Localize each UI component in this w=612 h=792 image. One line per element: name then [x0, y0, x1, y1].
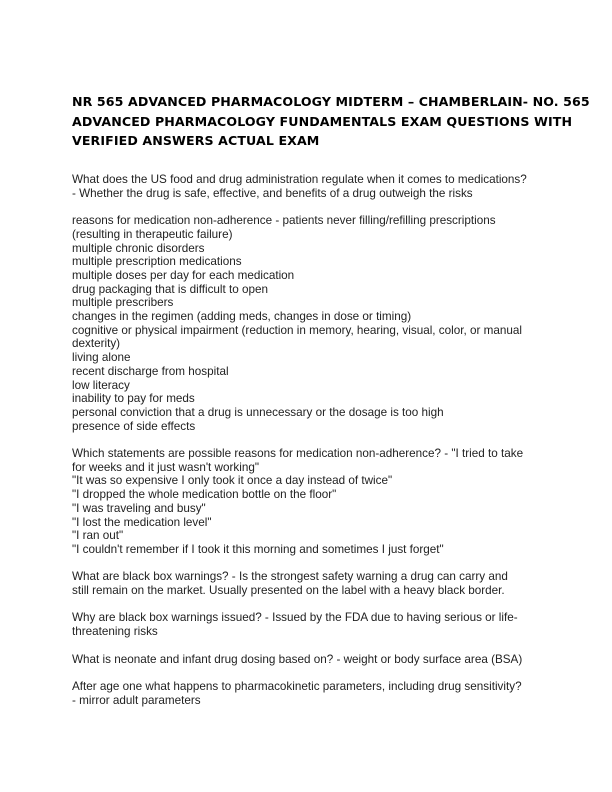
- text-line: inability to pay for meds: [72, 392, 195, 406]
- document-body: [72, 173, 547, 707]
- text-line: still remain on the market. Usually presented on the label with a heavy black border.: [72, 584, 505, 598]
- text-line: (resulting in therapeutic failure): [72, 227, 233, 241]
- text-line: for weeks and it just wasn't working": [72, 460, 259, 474]
- paragraph-fda-regulation: [72, 173, 547, 200]
- document-title: [72, 92, 590, 151]
- text-line: - mirror adult parameters: [72, 693, 201, 707]
- text-line: multiple prescribers: [72, 296, 174, 310]
- text-line: living alone: [72, 351, 131, 365]
- text-line: recent discharge from hospital: [72, 364, 229, 378]
- text-line: drug packaging that is difficult to open: [72, 282, 269, 296]
- text-line: What is neonate and infant drug dosing based on? - weight or body surface area (BSA): [72, 652, 523, 666]
- text-line: threatening risks: [72, 625, 158, 639]
- paragraph-spacer: [72, 598, 547, 612]
- text-line: multiple doses per day for each medication: [72, 268, 295, 282]
- title-line: NR 565 ADVANCED PHARMACOLOGY MIDTERM – CHAMBERLAIN- NO. 565: [72, 94, 590, 109]
- text-line: personal conviction that a drug is unnecessary or the dosage is too high: [72, 405, 444, 419]
- paragraph-black-box-reason: [72, 611, 547, 638]
- text-line: "It was so expensive I only took it once a day instead of twice": [72, 474, 393, 488]
- title-line: VERIFIED ANSWERS ACTUAL EXAM: [72, 133, 320, 148]
- text-line: What does the US food and drug administration regulate when it comes to medications?: [72, 173, 527, 186]
- paragraph-spacer: [72, 639, 547, 653]
- paragraph-non-adherence-reasons: [72, 214, 547, 433]
- text-line: Which statements are possible reasons for medication non-adherence? - "I tried to take: [72, 447, 524, 461]
- text-line: Why are black box warnings issued? - Issued by the FDA due to having serious or life-: [72, 611, 518, 625]
- text-line: "I was traveling and busy": [72, 501, 206, 515]
- text-line: "I lost the medication level": [72, 515, 212, 529]
- title-line: ADVANCED PHARMACOLOGY FUNDAMENTALS EXAM QUESTIONS WITH: [72, 113, 573, 129]
- paragraph-spacer: [72, 433, 547, 447]
- text-line: low literacy: [72, 378, 130, 392]
- text-line: multiple prescription medications: [72, 255, 242, 269]
- text-line: "I ran out": [72, 529, 124, 543]
- paragraph-neonate-dosing: [72, 653, 547, 667]
- text-line: cognitive or physical impairment (reduction in memory, hearing, visual, color, or manual: [72, 323, 522, 337]
- text-line: "I dropped the whole medication bottle on the floor": [72, 488, 337, 502]
- text-line: multiple chronic disorders: [72, 241, 205, 255]
- paragraph-non-adherence-statements: [72, 447, 547, 557]
- text-line: reasons for medication non-adherence - patients never filling/refilling prescriptions: [72, 214, 496, 228]
- text-line: dexterity): [72, 337, 121, 351]
- paragraph-spacer: [72, 200, 547, 214]
- paragraph-spacer: [72, 666, 547, 680]
- text-line: changes in the regimen (adding meds, changes in dose or timing): [72, 310, 412, 324]
- text-line: "I couldn't remember if I took it this morning and sometimes I just forget": [72, 542, 444, 556]
- text-line: What are black box warnings? - Is the strongest safety warning a drug can carry and: [72, 570, 508, 584]
- paragraph-black-box-definition: [72, 570, 547, 597]
- paragraph-age-one-pharmacokinetics: [72, 680, 547, 707]
- text-line: After age one what happens to pharmacokinetic parameters, including drug sensitivity?: [72, 679, 522, 693]
- text-line: - Whether the drug is safe, effective, and benefits of a drug outweigh the risks: [72, 186, 473, 200]
- paragraph-spacer: [72, 557, 547, 571]
- text-line: presence of side effects: [72, 419, 196, 433]
